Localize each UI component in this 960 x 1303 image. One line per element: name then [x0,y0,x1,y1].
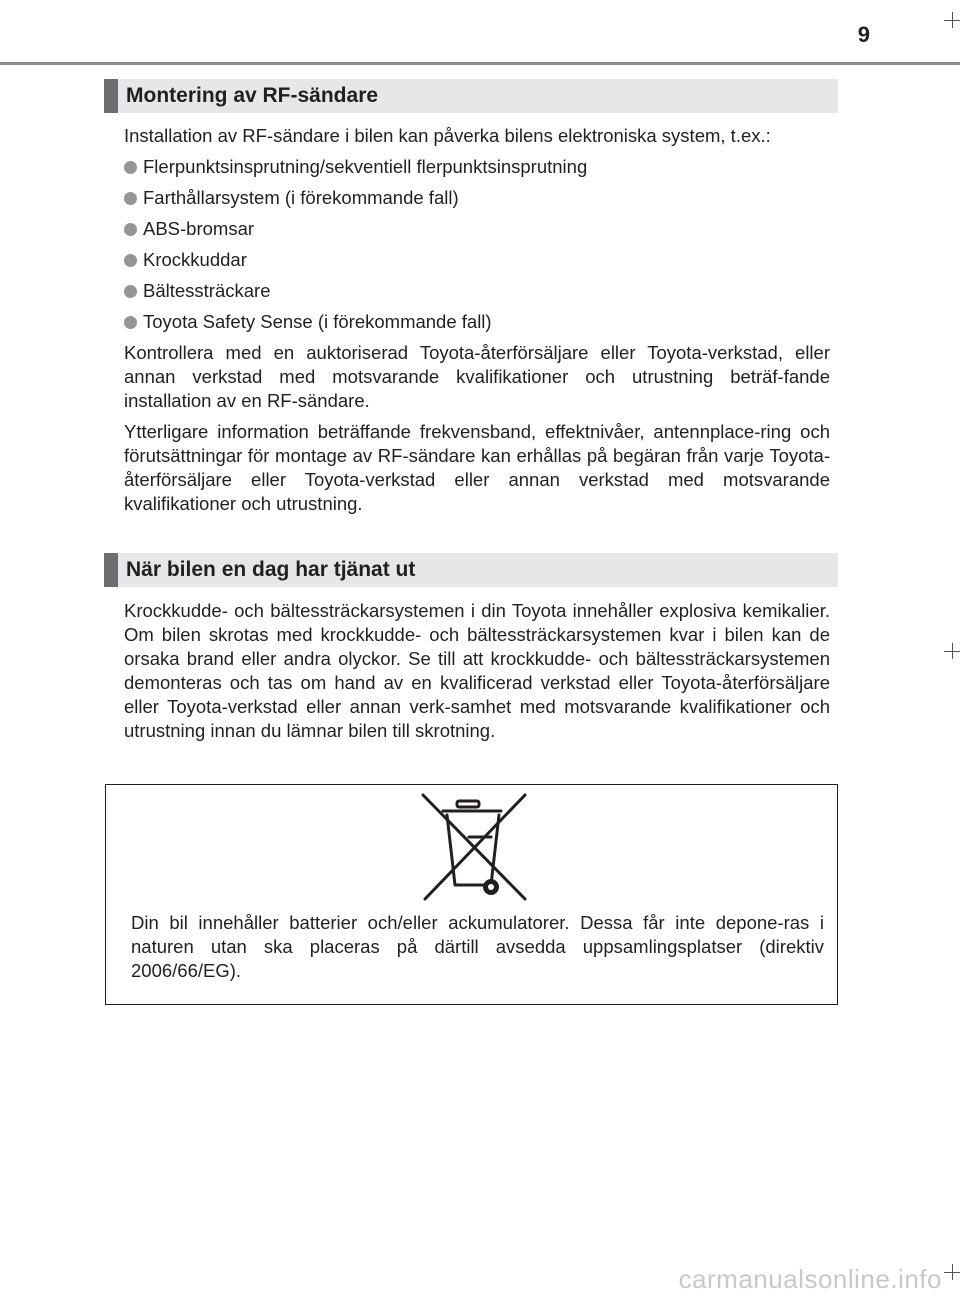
page-number: 9 [857,22,870,47]
airbag-disposal-paragraph: Krockkudde- och bältessträckarsystemen i din Toyota innehåller explosiva kemikalier. Om bilen skrotas med krockkudde- och bältessträckarsystemen kvar i bilen kan de orsaka brand eller andra olyckor. Se till att krockkudde- och bältessträckarsystemen demonteras och tas om hand av en kvalificerad verkstad eller Toyota-återförsäljare eller Toyota-verkstad eller annan verk-samhet med motsvarande kvalifikationer och utrustning innan du lämnar bilen till skrotning. [124,600,830,741]
dealer-paragraph: Kontrollera med en auktoriserad Toyota-återförsäljare eller Toyota-verkstad, eller annan verkstad med motsvarande kvalifikationer och utrustning beträf-fande installation av en RF-sändare. [124,342,830,411]
crop-mark [952,643,953,659]
bullet-icon [124,285,137,298]
list-item-text: ABS-bromsar [143,218,255,239]
crop-mark [952,12,953,28]
list-item [124,310,830,334]
section-heading-rf-transmitter: Montering av RF-sändare [104,79,838,113]
list-item-text: Bältessträckare [143,280,271,301]
list-item [124,217,830,241]
list-item-text: Farthållarsystem (i förekommande fall) [143,187,459,208]
affected-systems-list [124,155,830,334]
bullet-icon [124,192,137,205]
section-end-of-life-body [124,599,830,750]
section-rf-transmitter-body [124,124,830,523]
list-item [124,248,830,272]
list-item [124,279,830,303]
battery-disposal-notice [105,784,838,1005]
crop-mark [952,1264,953,1280]
section-heading-end-of-life: När bilen en dag har tjänat ut [104,553,838,587]
notice-text: Din bil innehåller batterier och/eller ackumulatorer. Dessa får inte depone-ras i naturen utan ska placeras på därtill avsedda uppsamlingsplatser (direktiv 2006/66/EG). [131,912,824,981]
bullet-icon [124,254,137,267]
list-item [124,155,830,179]
header-rule [0,62,960,65]
intro-paragraph: Installation av RF-sändare i bilen kan påverka bilens elektroniska system, t.ex.: [124,125,771,146]
watermark: carmanualsonline.info [678,1264,942,1294]
list-item [124,186,830,210]
bullet-icon [124,316,137,329]
list-item-text: Flerpunktsinsprutning/sekventiell flerpunktsinsprutning [143,156,588,177]
list-item-text: Krockkuddar [143,249,247,270]
bullet-icon [124,161,137,174]
crossed-out-wheelie-bin-icon [419,791,529,901]
list-item-text: Toyota Safety Sense (i förekommande fall) [143,311,492,332]
bullet-icon [124,223,137,236]
frequency-info-paragraph: Ytterligare information beträffande frekvensband, effektnivåer, antennplace-ring och förutsättningar för montage av RF-sändare kan erhållas på begäran från varje Toyota-återförsäljare eller Toyota-verkstad eller annan verkstad med motsvarande kvalifikationer och utrustning. [124,421,830,514]
